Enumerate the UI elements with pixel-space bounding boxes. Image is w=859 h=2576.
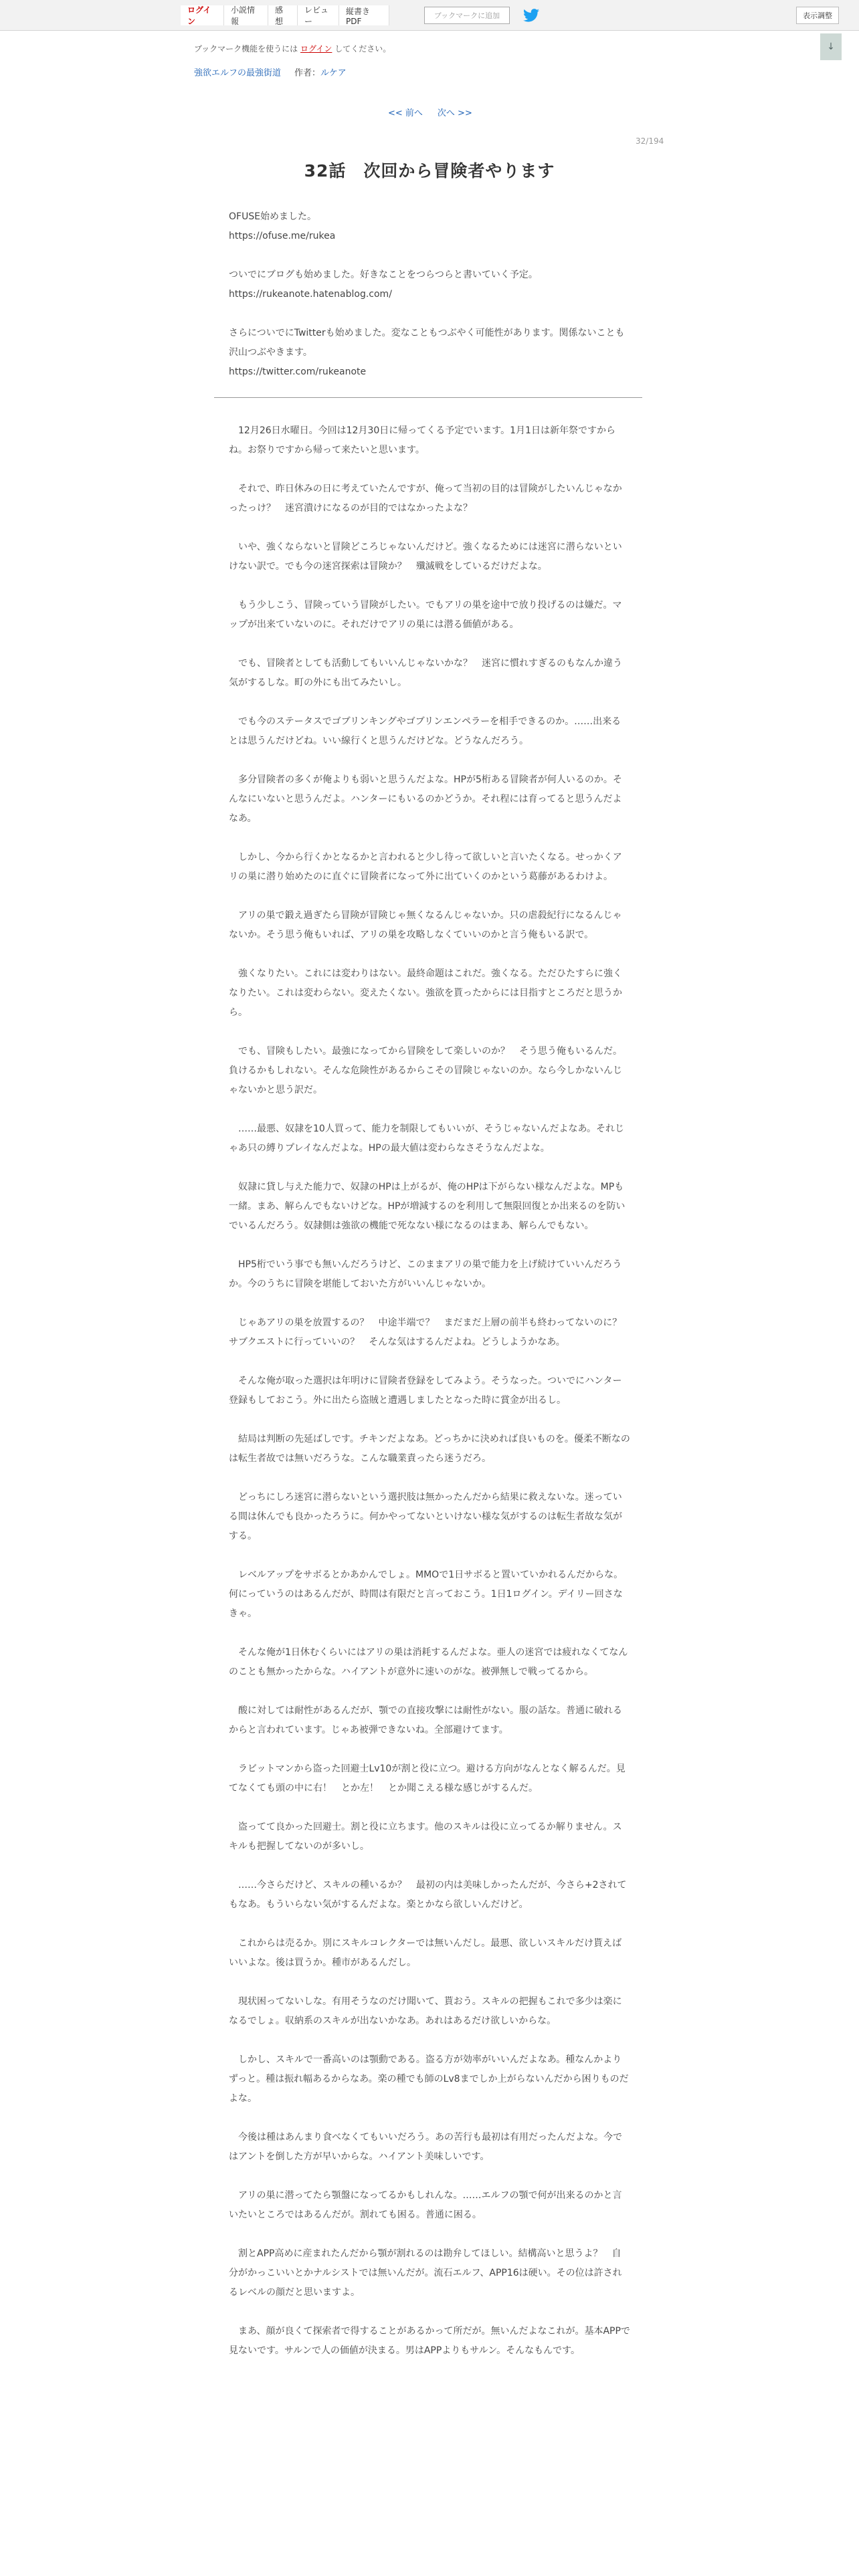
impressions-link[interactable]: 感想 — [268, 5, 297, 25]
body-paragraph: アリの巣に潜ってたら顎盤になってるかもしれんな。……エルフの顎で何が出来るのかと言いたいところではあるんだが。割れても困る。普通に困る。 — [229, 2190, 622, 2220]
body-paragraph: これからは売るか。別にスキルコレクターでは無いんだし。最悪、欲しいスキルだけ貰えばいいよな。後は買うか。種市があるんだし。 — [229, 1938, 622, 1968]
login-notice — [194, 43, 391, 54]
vertical-pdf-link[interactable]: 縦書きPDF — [339, 5, 389, 25]
body-paragraph: じゃあアリの巣を放置するの？ 中途半端で？ まだまだ上層の前半も終わってないのに？ サブクエストに行っていいの？ そんな気はするんだよね。どうしようかなあ。 — [229, 1317, 632, 1348]
body-paragraph: まあ、顔が良くて探索者で得することがあるかって所だが。無いんだよなこれが。基本APPで見ないです。サルンで人の価値が決まる。男はAPPよりもサルン。そんなもんです。 — [229, 2326, 630, 2356]
twitter-icon[interactable] — [523, 8, 539, 23]
review-link[interactable]: レビュー — [297, 5, 339, 25]
body-paragraph: 酸に対しては耐性があるんだが、顎での直接攻撃には耐性がない。服の話な。普通に破れるからと言われています。じゃあ被弾できないね。全部避けてます。 — [229, 1705, 622, 1735]
body-paragraph: それで、昨日休みの日に考えていたんですが、俺って当初の目的は冒険がしたいんじゃなかったっけ？ 迷宮潰けになるのが目的ではなかったよな？ — [229, 484, 622, 514]
body-paragraph: 盗ってて良かった回避士。割と役に立ちます。他のスキルは役に立ってるか解りません。スキルも把握してないのが多いし。 — [229, 1822, 622, 1852]
add-bookmark-button[interactable]: ブックマークに追加 — [424, 7, 510, 24]
chapter-body — [229, 421, 630, 2380]
main-nav — [181, 5, 389, 25]
body-paragraph: ラビットマンから盗った回避士Lv10が割と役に立つ。避ける方向がなんとなく解るんだ。見てなくても頭の中に右！ とか左！ とか聞こえる様な感じがするんだ。 — [229, 1763, 626, 1794]
series-info — [194, 66, 347, 78]
body-paragraph: でも今のステータスでゴブリンキングやゴブリンエンペラーを相手できるのか。……出来るとは思うんだけどね。いい線行くと思うんだけどな。どうなんだろう。 — [229, 716, 622, 746]
preface — [229, 207, 630, 401]
novel-info-link[interactable]: 小説情報 — [223, 5, 268, 25]
body-paragraph: HP5桁でいう事でも無いんだろうけど、このままアリの巣で能力を上げ続けていいんだろうか。今のうちに冒険を堪能しておいた方がいいんじゃないか。 — [229, 1259, 622, 1289]
top-navigation-bar — [0, 0, 859, 31]
chapter-count: 32/194 — [636, 136, 664, 146]
body-paragraph: 結局は判断の先延ばしです。チキンだよなあ。どっちかに決めれば良いものを。優柔不断なのは転生者故では無いだろうな。こんな職業責ったら迷うだろ。 — [229, 1434, 630, 1464]
display-settings-button[interactable]: 表示調整 — [796, 7, 839, 24]
login-link[interactable]: ログイン — [181, 5, 223, 25]
body-paragraph: 多分冒険者の多くが俺よりも弱いと思うんだよな。HPが5桁ある冒険者が何人いるのか。そんなにいないと思うんだよ。ハンターにもいるのかどうか。それ程には育ってると思うんだよなあ。 — [229, 774, 622, 824]
body-paragraph: 今後は種はあんまり食べなくてもいいだろう。あの苦行も最初は有用だったんだよな。今ではアントを倒した方が早いからな。ハイアント美味しいです。 — [229, 2132, 622, 2162]
body-paragraph: でも、冒険者としても活動してもいいんじゃないかな？ 迷宮に慣れすぎるのもなんか違う気がするしな。町の外にも出てみたいし。 — [229, 658, 622, 688]
body-paragraph: 12月26日水曜日。今回は12月30日に帰ってくる予定でいます。1月1日は新年祭ですからね。お祭りですから帰って来たいと思います。 — [229, 425, 615, 455]
body-paragraph: ……今さらだけど、スキルの種いるか？ 最初の内は美味しかったんだが、今さら+2されてもなあ。もういらない気がするんだよな。楽とかなら欲しいんだけど。 — [229, 1880, 627, 1910]
body-paragraph: 奴隷に貸し与えた能力で、奴隷のHPは上がるが、俺のHPは下がらない様なんだよな。MPも一緒。まあ、解らんでもないけどな。HPが増減するのを利用して無限回復とか出来るのを防いでいるんだろう。奴隷側は強欲の機能で死なない様になるのはまあ、解らんでもない。 — [229, 1182, 626, 1231]
preface-paragraph: さらについでにTwitterも始めました。変なこともつぶやく可能性があります。関係ないことも沢山つぶやきます。 https://twitter.com/rukeanote — [229, 328, 625, 377]
body-paragraph: 強くなりたい。これには変わりはない。最終命題はこれだ。強くなる。ただひたすらに強くなりたい。これは変わらない。変えたくない。強欲を貰ったからには目指すところだと思うから。 — [229, 968, 622, 1018]
body-paragraph: 現状困ってないしな。有用そうなのだけ聞いて、貰おう。スキルの把握もこれで多少は楽になるでしょ。収納系のスキルが出ないかなあ。あれはあるだけ欲しいからな。 — [229, 1996, 622, 2026]
author-link[interactable]: ルケア — [320, 68, 347, 78]
body-paragraph: そんな俺が取った選択は年明けに冒険者登録をしてみよう。そうなった。ついでにハンター登録もしておこう。外に出たら盗賊と遭遇しましたとなった時に賞金が出るし。 — [229, 1376, 622, 1406]
preface-paragraph: OFUSE始めました。 https://ofuse.me/rukea — [229, 211, 336, 241]
next-chapter-link[interactable]: 次へ >> — [437, 108, 472, 118]
series-title-link[interactable]: 強欲エルフの最強街道 — [194, 68, 282, 78]
author-label: 作者： — [294, 68, 321, 78]
body-paragraph: しかし、今から行くかとなるかと言われると少し待って欲しいと言いたくなる。せっかくアリの巣に潜り始めたのに直ぐに冒険者になって外に出ていくのかという葛藤があるわけよ。 — [229, 852, 622, 882]
body-paragraph: ……最悪、奴隷を10人買って、能力を制限してもいいが、そうじゃないんだよなあ。それじゃあ只の縛りプレイなんだよな。HPの最大値は変わらなさそうなんだよな。 — [229, 1123, 624, 1154]
body-paragraph: どっちにしろ迷宮に潜らないという選択肢は無かったんだから結果に救えないな。迷っている間は休んでも良かったろうに。何かやってないといけない様な気がするのは転生者故な気がする。 — [229, 1492, 622, 1541]
body-paragraph: 割とAPP高めに産まれたんだから顎が割れるのは勘弁してほしい。結構高いと思うよ？ 自分がかっこいいとかナルシストでは無いんだが。流石エルフ、APP16は硬い。その位は許されるレベルの顔だと思いますよ。 — [229, 2248, 622, 2298]
body-paragraph: もう少しこう、冒険っていう冒険がしたい。でもアリの巣を途中で放り投げるのは嫌だ。マップが出来ていないのに。それだけでアリの巣には潜る価値がある。 — [229, 600, 622, 630]
body-paragraph: そんな俺が1日休むくらいにはアリの巣は消耗するんだよな。亜人の迷宮では疲れなくてなんのことも無かったからな。ハイアントが意外に速いのがな。被弾無しで戦ってるから。 — [229, 1647, 628, 1677]
notice-suffix: してください。 — [332, 44, 391, 53]
notice-prefix: ブックマーク機能を使うには — [194, 44, 300, 53]
chapter-pager — [388, 106, 472, 118]
preface-paragraph: ついでにブログも始めました。好きなことをつらつらと書いていく予定。 https://rukeanote.hatenablog.com/ — [229, 270, 538, 300]
notice-login-link[interactable]: ログイン — [300, 44, 332, 53]
chapter-title: 32話 次回から冒険者やります — [304, 161, 555, 181]
body-paragraph: しかし、スキルで一番高いのは顎動である。盗る方が効率がいいんだよなあ。種なんかよりずっと。種は振れ幅あるからなあ。楽の種でも師のLv8までしか上がらないんだから困りものだよな。 — [229, 2054, 629, 2104]
body-paragraph: アリの巣で鍛え過ぎたら冒険が冒険じゃ無くなるんじゃないか。只の虐殺紀行になるんじゃないか。そう思う俺もいれば、アリの巣を攻略しなくていいのかと言う俺もいる訳で。 — [229, 910, 622, 940]
preface-divider — [214, 397, 642, 398]
body-paragraph: いや、強くならないと冒険どころじゃないんだけど。強くなるためには迷宮に潜らないといけない訳で。でも今の迷宮探索は冒険か？ 殲滅戦をしているだけだよな。 — [229, 542, 622, 572]
prev-chapter-link[interactable]: << 前へ — [388, 108, 423, 118]
body-paragraph: でも、冒険もしたい。最強になってから冒険をして楽しいのか？ そう思う俺もいるんだ。負けるかもしれない。そんな危険性があるからこその冒険じゃないのか。なら今しかないんじゃないかと思う訳だ。 — [229, 1046, 622, 1095]
body-paragraph: レベルアップをサボるとかあかんでしょ。MMOで1日サボると置いていかれるんだからな。何にっていうのはあるんだが、時間は有限だと言っておこう。1日1ログイン。デイリー回さなきゃ。 — [229, 1570, 624, 1619]
scroll-down-button[interactable]: ↓ — [820, 33, 842, 60]
